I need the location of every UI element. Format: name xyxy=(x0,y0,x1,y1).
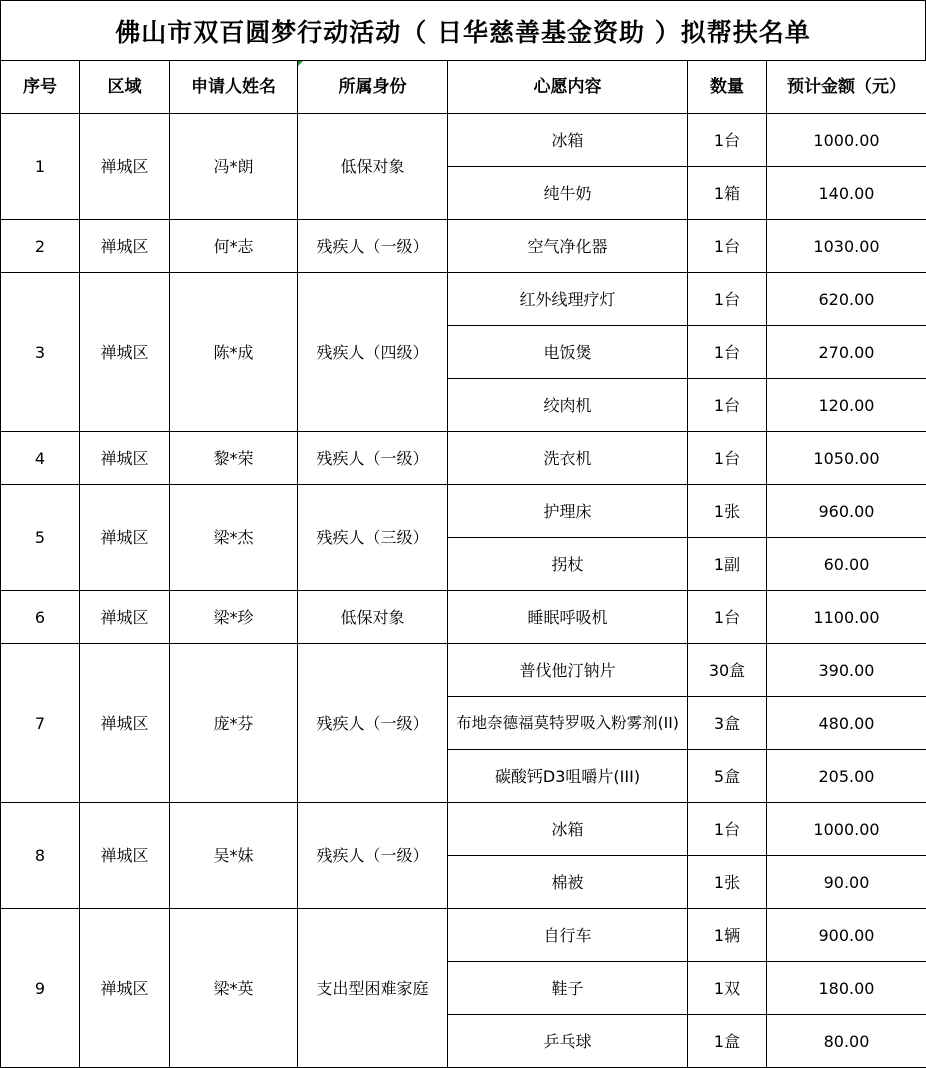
cell-wish: 棉被 xyxy=(448,856,688,909)
cell-amount: 60.00 xyxy=(767,538,926,591)
cell-district: 禅城区 xyxy=(80,803,170,909)
cell-amount: 270.00 xyxy=(767,326,926,379)
cell-district: 禅城区 xyxy=(80,273,170,432)
table-row xyxy=(1,220,926,273)
cell-qty: 1双 xyxy=(688,962,767,1015)
cell-identity: 支出型困难家庭 xyxy=(298,909,448,1068)
cell-district: 禅城区 xyxy=(80,909,170,1068)
cell-wish: 睡眠呼吸机 xyxy=(448,591,688,644)
cell-seq: 2 xyxy=(1,220,80,273)
cell-wish: 鞋子 xyxy=(448,962,688,1015)
cell-wish: 普伐他汀钠片 xyxy=(448,644,688,697)
cell-district: 禅城区 xyxy=(80,591,170,644)
cell-wish: 绞肉机 xyxy=(448,379,688,432)
header-applicant: 申请人姓名 xyxy=(170,61,298,114)
cell-wish: 冰箱 xyxy=(448,114,688,167)
cell-qty: 1台 xyxy=(688,591,767,644)
cell-identity: 残疾人（一级） xyxy=(298,644,448,803)
table-row xyxy=(1,273,926,326)
table-row xyxy=(1,432,926,485)
cell-wish: 布地奈德福莫特罗吸入粉雾剂(II) xyxy=(448,697,688,750)
cell-identity: 残疾人（一级） xyxy=(298,220,448,273)
table-row xyxy=(1,114,926,167)
cell-amount: 900.00 xyxy=(767,909,926,962)
cell-wish: 拐杖 xyxy=(448,538,688,591)
cell-wish: 电饭煲 xyxy=(448,326,688,379)
cell-applicant: 黎*荣 xyxy=(170,432,298,485)
cell-wish: 自行车 xyxy=(448,909,688,962)
cell-amount: 80.00 xyxy=(767,1015,926,1068)
header-identity-label: 所属身份 xyxy=(338,76,407,97)
header-amount: 预计金额（元） xyxy=(767,61,926,114)
cell-wish: 碳酸钙D3咀嚼片(III) xyxy=(448,750,688,803)
cell-qty: 1台 xyxy=(688,114,767,167)
table-row xyxy=(1,644,926,697)
cell-amount: 90.00 xyxy=(767,856,926,909)
header-qty: 数量 xyxy=(688,61,767,114)
cell-qty: 1台 xyxy=(688,273,767,326)
cell-seq: 1 xyxy=(1,114,80,220)
cell-identity: 残疾人（一级） xyxy=(298,432,448,485)
table-row xyxy=(1,485,926,538)
cell-qty: 1盒 xyxy=(688,1015,767,1068)
cell-seq: 9 xyxy=(1,909,80,1068)
header-wish: 心愿内容 xyxy=(448,61,688,114)
cell-qty: 1台 xyxy=(688,803,767,856)
cell-qty: 1张 xyxy=(688,856,767,909)
cell-seq: 5 xyxy=(1,485,80,591)
cell-amount: 120.00 xyxy=(767,379,926,432)
cell-amount: 1000.00 xyxy=(767,803,926,856)
cell-applicant: 冯*朗 xyxy=(170,114,298,220)
cell-district: 禅城区 xyxy=(80,644,170,803)
cell-seq: 7 xyxy=(1,644,80,803)
cell-applicant: 吴*妹 xyxy=(170,803,298,909)
table-row xyxy=(1,803,926,856)
cell-qty: 1箱 xyxy=(688,167,767,220)
cell-seq: 3 xyxy=(1,273,80,432)
header-identity xyxy=(298,61,448,114)
cell-district: 禅城区 xyxy=(80,220,170,273)
cell-wish: 纯牛奶 xyxy=(448,167,688,220)
cell-qty: 1张 xyxy=(688,485,767,538)
table-row xyxy=(1,591,926,644)
cell-qty: 1台 xyxy=(688,326,767,379)
cell-applicant: 梁*英 xyxy=(170,909,298,1068)
header-seq: 序号 xyxy=(1,61,80,114)
cell-amount: 480.00 xyxy=(767,697,926,750)
header-district: 区域 xyxy=(80,61,170,114)
cell-district: 禅城区 xyxy=(80,114,170,220)
cell-comment-indicator-icon xyxy=(298,61,303,66)
cell-applicant: 陈*成 xyxy=(170,273,298,432)
cell-identity: 低保对象 xyxy=(298,591,448,644)
cell-amount: 960.00 xyxy=(767,485,926,538)
table-row xyxy=(1,909,926,962)
cell-wish: 护理床 xyxy=(448,485,688,538)
cell-qty: 1台 xyxy=(688,432,767,485)
cell-amount: 205.00 xyxy=(767,750,926,803)
cell-amount: 140.00 xyxy=(767,167,926,220)
cell-qty: 5盒 xyxy=(688,750,767,803)
cell-seq: 4 xyxy=(1,432,80,485)
cell-amount: 1050.00 xyxy=(767,432,926,485)
cell-wish: 红外线理疗灯 xyxy=(448,273,688,326)
table-body xyxy=(1,114,926,1068)
cell-identity: 残疾人（四级） xyxy=(298,273,448,432)
cell-identity: 残疾人（三级） xyxy=(298,485,448,591)
cell-seq: 6 xyxy=(1,591,80,644)
table-header-row xyxy=(1,61,926,114)
cell-amount: 1030.00 xyxy=(767,220,926,273)
cell-qty: 3盒 xyxy=(688,697,767,750)
cell-district: 禅城区 xyxy=(80,432,170,485)
cell-qty: 1台 xyxy=(688,220,767,273)
cell-applicant: 何*志 xyxy=(170,220,298,273)
cell-identity: 残疾人（一级） xyxy=(298,803,448,909)
cell-qty: 1辆 xyxy=(688,909,767,962)
cell-amount: 390.00 xyxy=(767,644,926,697)
cell-amount: 1100.00 xyxy=(767,591,926,644)
cell-wish: 空气净化器 xyxy=(448,220,688,273)
cell-seq: 8 xyxy=(1,803,80,909)
cell-amount: 1000.00 xyxy=(767,114,926,167)
cell-qty: 30盒 xyxy=(688,644,767,697)
cell-applicant: 梁*珍 xyxy=(170,591,298,644)
cell-wish: 冰箱 xyxy=(448,803,688,856)
cell-wish: 洗衣机 xyxy=(448,432,688,485)
cell-amount: 180.00 xyxy=(767,962,926,1015)
sheet-title: 佛山市双百圆梦行动活动（ 日华慈善基金资助 ）拟帮扶名单 xyxy=(0,0,926,60)
cell-wish: 乒乓球 xyxy=(448,1015,688,1068)
cell-district: 禅城区 xyxy=(80,485,170,591)
cell-applicant: 庞*芬 xyxy=(170,644,298,803)
cell-qty: 1副 xyxy=(688,538,767,591)
cell-amount: 620.00 xyxy=(767,273,926,326)
cell-applicant: 梁*杰 xyxy=(170,485,298,591)
assistance-list-table xyxy=(0,60,926,1068)
cell-identity: 低保对象 xyxy=(298,114,448,220)
cell-qty: 1台 xyxy=(688,379,767,432)
